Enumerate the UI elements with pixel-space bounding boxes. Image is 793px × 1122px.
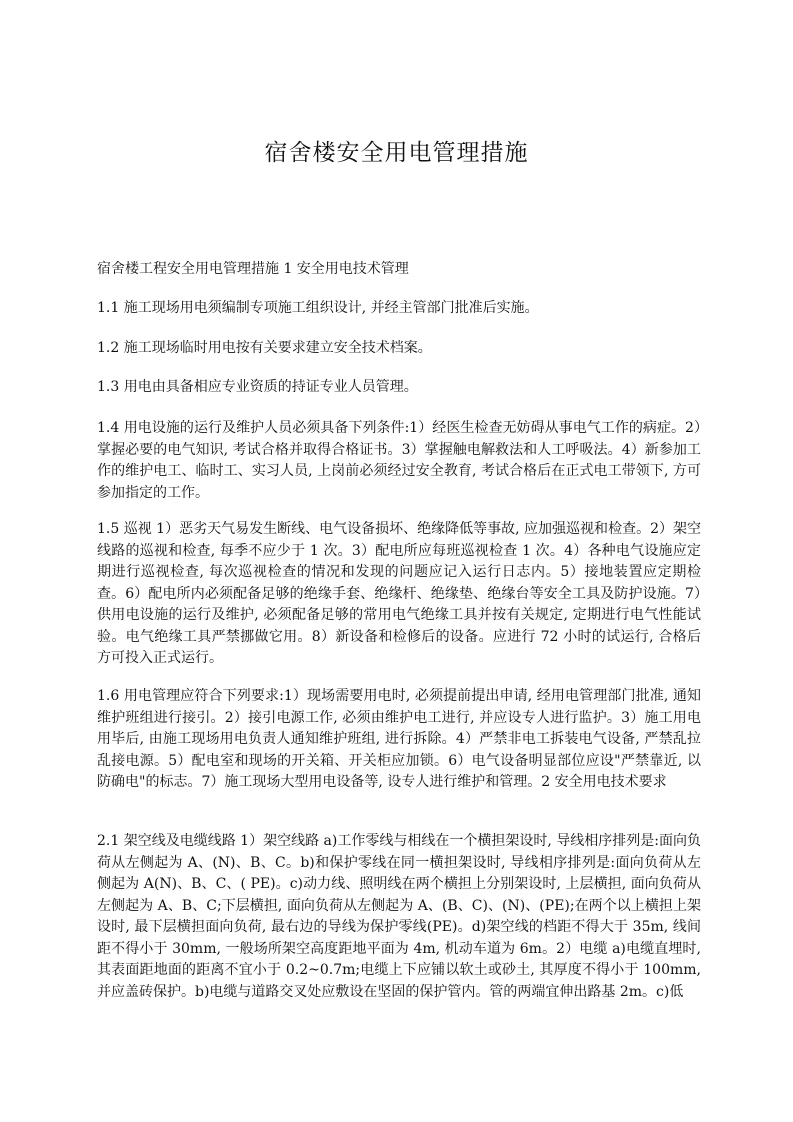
section-1-2-paragraph: 1.2 施工现场临时用电按有关要求建立安全技术档案。 — [97, 340, 432, 356]
section-1-3-paragraph: 1.3 用电由具备相应专业资质的持证专业人员管理。 — [97, 379, 418, 395]
section-2-1-paragraph: 2.1 架空线及电缆线路 1）架空线路 a)工作零线与相线在一个横担架设时, 导线相序排列是:面向负荷从左侧起为 A、(N)、B、C。b)和保护零线在同一横担架设时, 导线相序排列是:面向负荷从左侧起为 A(N)、B、C、( PE)。c)动力线、照明线在两个横担上分别架设时, 上层横担, 面向负荷从左侧起为 A、B、C;下层横担, 面向负荷从左侧起为 A、(B、C)、(N)、(PE);在两个以上横担上架设时, 最下层横担面向负荷, 最右边的导线为保护零线(PE)。d)架空线的档距不得大于 35m, 线间距不得小于 30mm, 一般场所架空高度距地平面为 4m, 机动车道为 6m。2）电缆 a)电缆直埋时, 其表面距地面的距离不宜小于 0.2~0.7m;电缆上下应铺以软土或砂土, 其厚度不得小于 100mm, 并应盖砖保护。b)电缆与道路交叉处应敷设在坚固的保护管内。管的两端宜伸出路基 2m。c)低 — [97, 833, 701, 1000]
intro-paragraph: 宿舍楼工程安全用电管理措施 1 安全用电技术管理 — [97, 261, 409, 277]
section-1-5-paragraph: 1.5 巡视 1）恶劣天气易发生断线、电气设备损坏、绝缘降低等事故, 应加强巡视和检查。2）架空线路的巡视和检查, 每季不应少于 1 次。3）配电所应每班巡视检查 1 次。4）各种电气设施应定期进行巡视检查, 每次巡视检查的情况和发现的问题应记入运行日志内。5）接地装置应定期检查。6）配电所内必须配备足够的绝缘手套、绝缘杆、绝缘垫、绝缘台等安全工具及防护设施。7）供用电设施的运行及维护, 必须配备足够的常用电气绝缘工具并按有关规定, 定期进行电气性能试验。电气绝缘工具严禁挪做它用。8）新设备和检修后的设备。应进行 72 小时的试运行, 合格后方可投入正式运行。 — [97, 521, 701, 666]
document-title: 宿舍楼安全用电管理措施 — [264, 140, 529, 166]
section-1-1-paragraph: 1.1 施工现场用电须编制专项施工组织设计, 并经主管部门批准后实施。 — [97, 300, 539, 316]
section-1-6-paragraph: 1.6 用电管理应符合下列要求:1）现场需要用电时, 必须提前提出申请, 经用电管理部门批准, 通知维护班组进行接引。2）接引电源工作, 必须由维护电工进行, 并应设专人进行监护。3）施工用电用毕后, 由施工现场用电负责人通知维护班组, 进行拆除。4）严禁非电工拆装电气设备, 严禁乱拉乱接电源。5）配电室和现场的开关箱、开关柜应加锁。6）电气设备明显部位应设"严禁靠近, 以防确电"的标志。7）施工现场大型用电设备等, 设专人进行维护和管理。2 安全用电技术要求 — [97, 688, 701, 790]
section-1-4-paragraph: 1.4 用电设施的运行及维护人员必须具备下列条件:1）经医生检查无妨碍从事电气工作的病症。2）掌握必要的电气知识, 考试合格并取得合格证书。3）掌握触电解救法和人工呼吸法。4）新参加工作的维护电工、临时工、实习人员, 上岗前必须经过安全教育, 考试合格后在正式电工带领下, 方可参加指定的工作。 — [97, 420, 701, 501]
